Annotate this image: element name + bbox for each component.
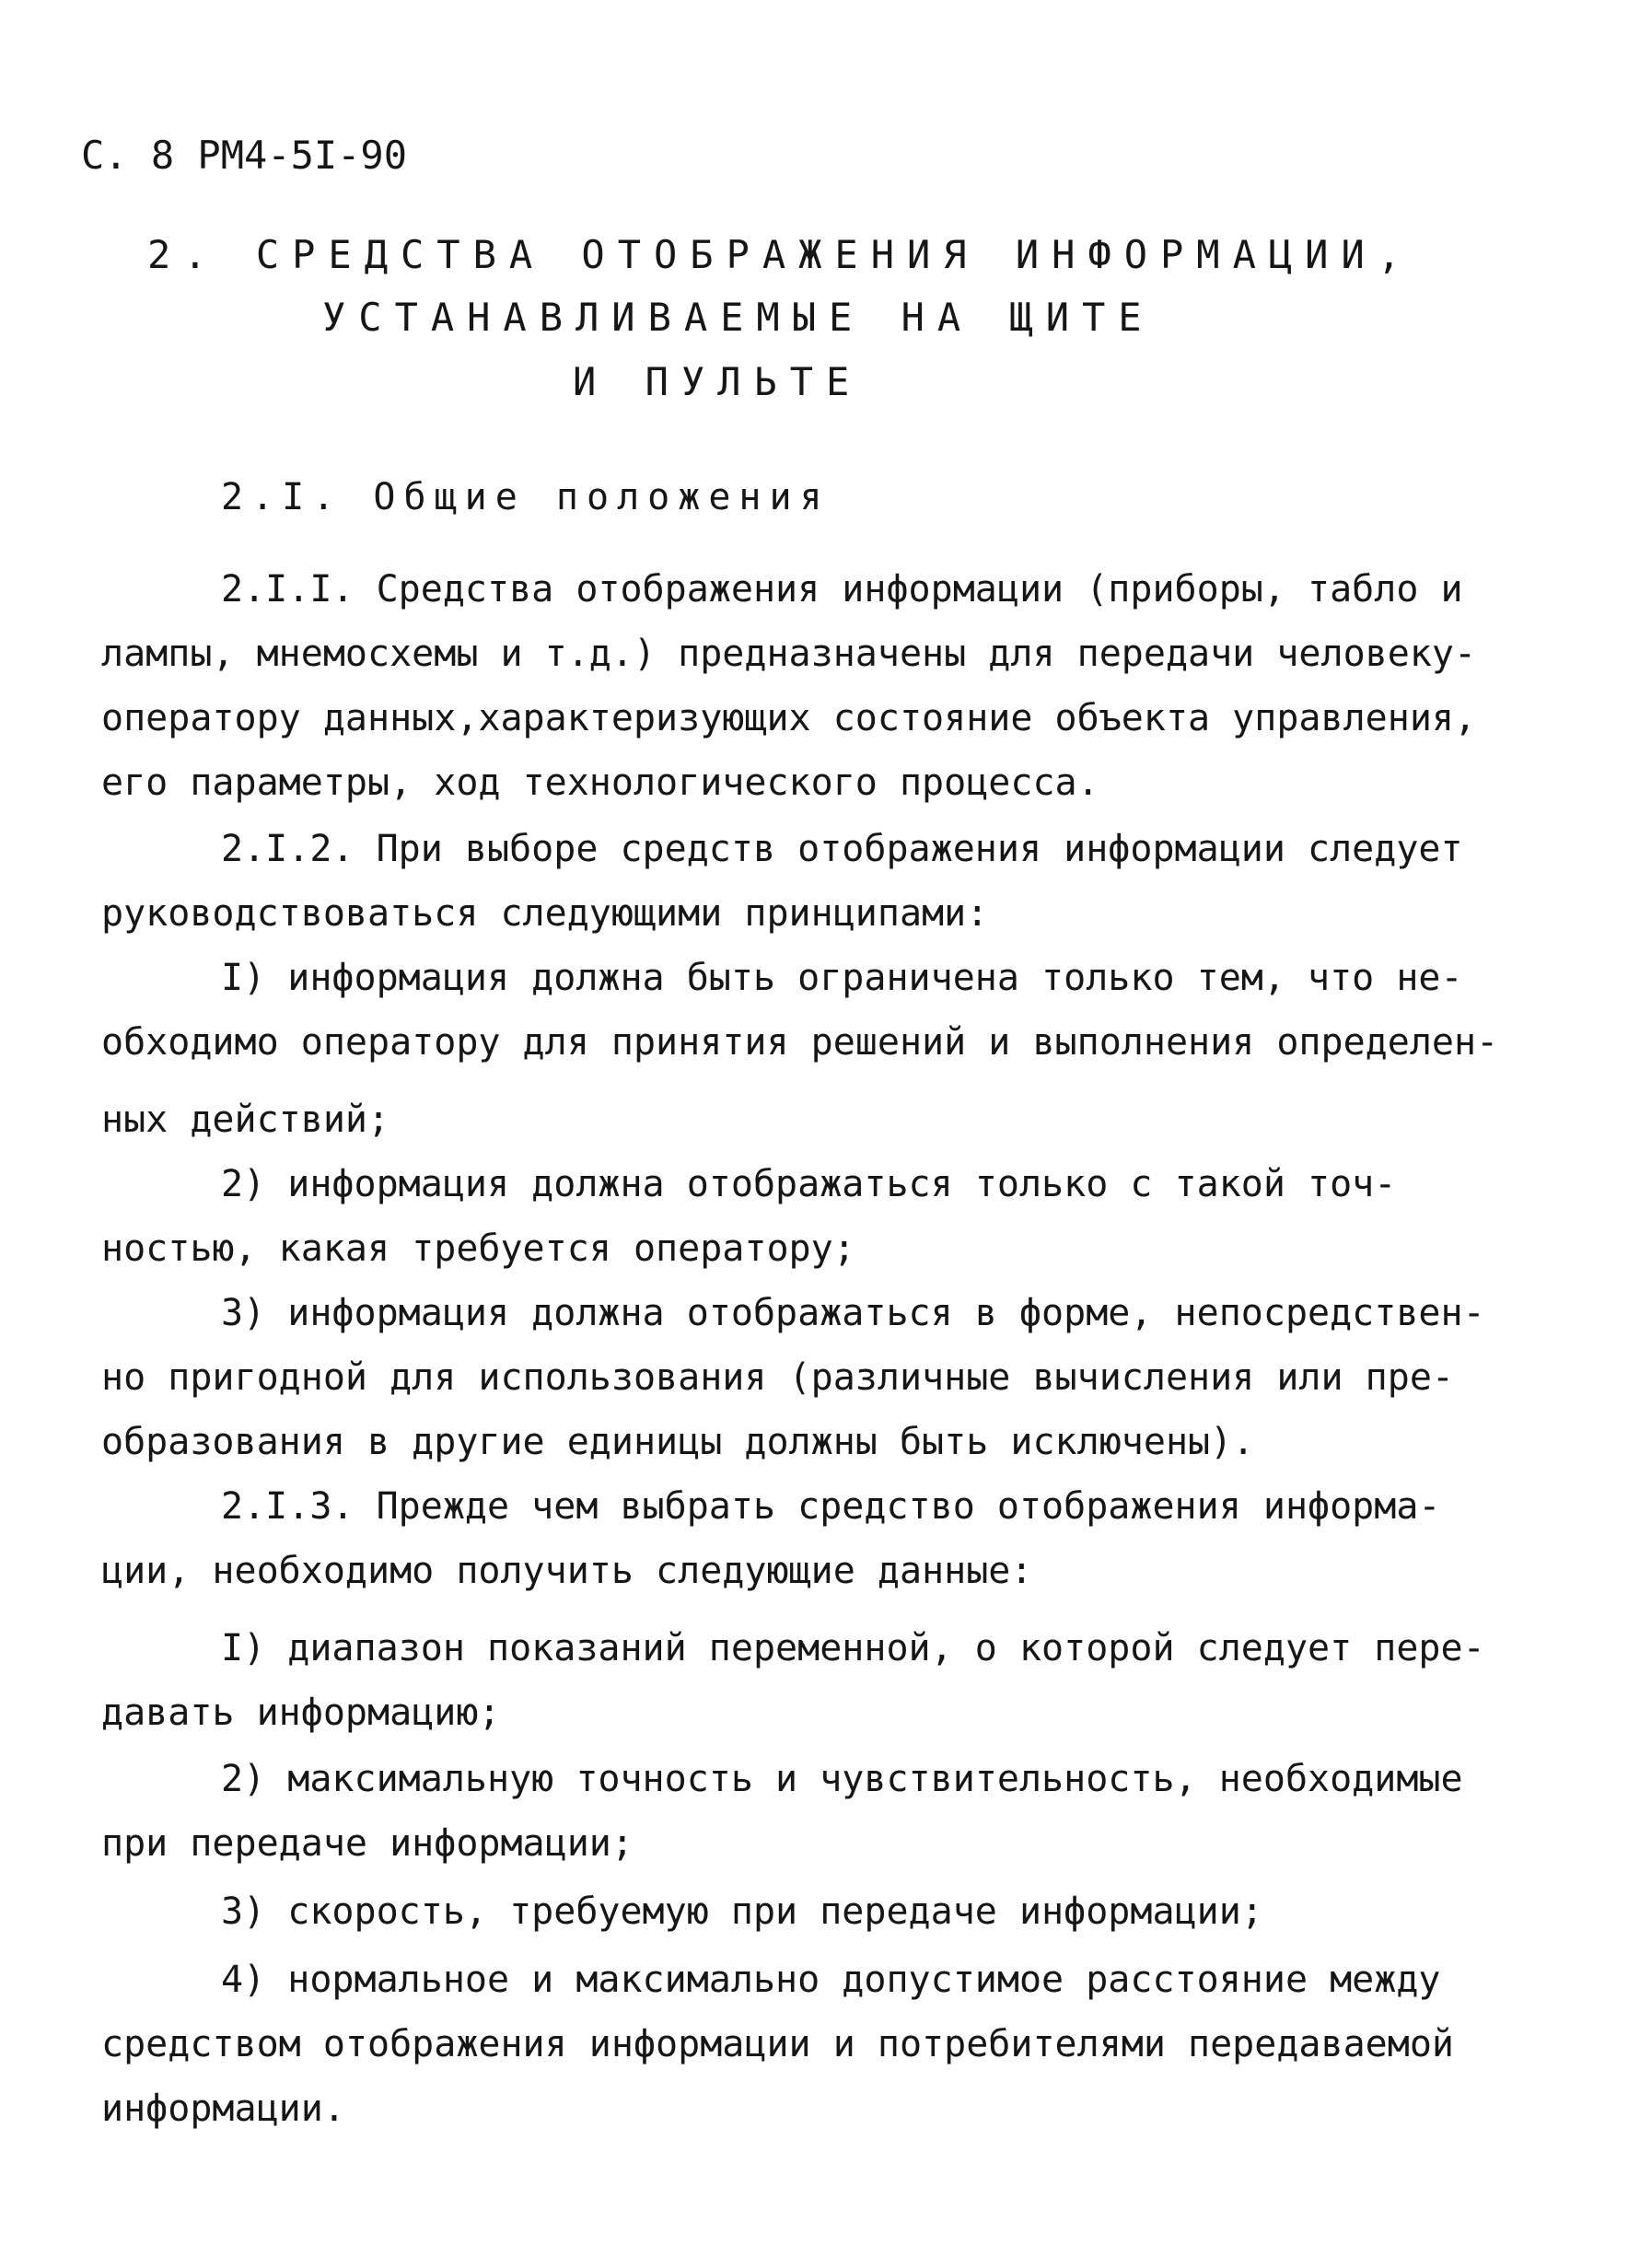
list-item-line: I) диапазон показаний переменной, о которой следует пере-: [221, 1627, 1485, 1669]
list-item-line: образования в другие единицы должны быть исключены).: [101, 1421, 1255, 1463]
paragraph-line: 2.I.3. Прежде чем выбрать средство отображения информа-: [221, 1485, 1441, 1528]
list-item-line: информации.: [101, 2088, 345, 2130]
list-item-line: 3) скорость, требуемую при передаче информации;: [221, 1890, 1263, 1933]
paragraph-line: его параметры, ход технологического процесса.: [101, 762, 1099, 804]
list-item-line: ных действий;: [101, 1099, 390, 1141]
page-header: С. 8 РМ4-5I-90: [81, 133, 408, 178]
section-title-line-2: УСТАНАВЛИВАЕМЫЕ НА ЩИТЕ: [322, 295, 1155, 340]
paragraph-line: ции, необходимо получить следующие данные:: [101, 1550, 1033, 1592]
list-item-line: но пригодной для использования (различные вычисления или пре-: [101, 1356, 1455, 1399]
list-item-line: при передаче информации;: [101, 1822, 634, 1865]
list-item-line: 2) максимальную точность и чувствительность, необходимые: [221, 1758, 1463, 1800]
list-item-line: ностью, какая требуется оператору;: [101, 1227, 855, 1270]
list-item-line: I) информация должна быть ограничена только тем, что не-: [221, 957, 1463, 999]
paragraph-line: 2.I.I. Средства отображения информации (приборы, табло и: [221, 568, 1463, 611]
list-item-line: 3) информация должна отображаться в форме, непосредствен-: [221, 1292, 1485, 1334]
section-title-line-3: И ПУЛЬТЕ: [573, 359, 863, 404]
list-item-line: 4) нормальное и максимально допустимое расстояние между: [221, 1959, 1441, 2001]
list-item-line: средством отображения информации и потребителями передаваемой: [101, 2023, 1455, 2065]
list-item-line: обходимо оператору для принятия решений и выполнения определен-: [101, 1021, 1499, 1064]
paragraph-line: руководствоваться следующими принципами:: [101, 892, 989, 935]
paragraph-line: 2.I.2. При выборе средств отображения информации следует: [221, 828, 1463, 870]
list-item-line: 2) информация должна отображаться только с такой точ-: [221, 1163, 1397, 1205]
list-item-line: давать информацию;: [101, 1692, 501, 1734]
section-title-line-1: 2. СРЕДСТВА ОТОБРАЖЕНИЯ ИНФОРМАЦИИ,: [147, 232, 1414, 277]
paragraph-line: лампы, мнемосхемы и т.д.) предназначены для передачи человеку-: [101, 633, 1477, 675]
subsection-heading: 2.I. Общие положения: [221, 476, 831, 518]
paragraph-line: оператору данных,характеризующих состояние объекта управления,: [101, 697, 1477, 739]
